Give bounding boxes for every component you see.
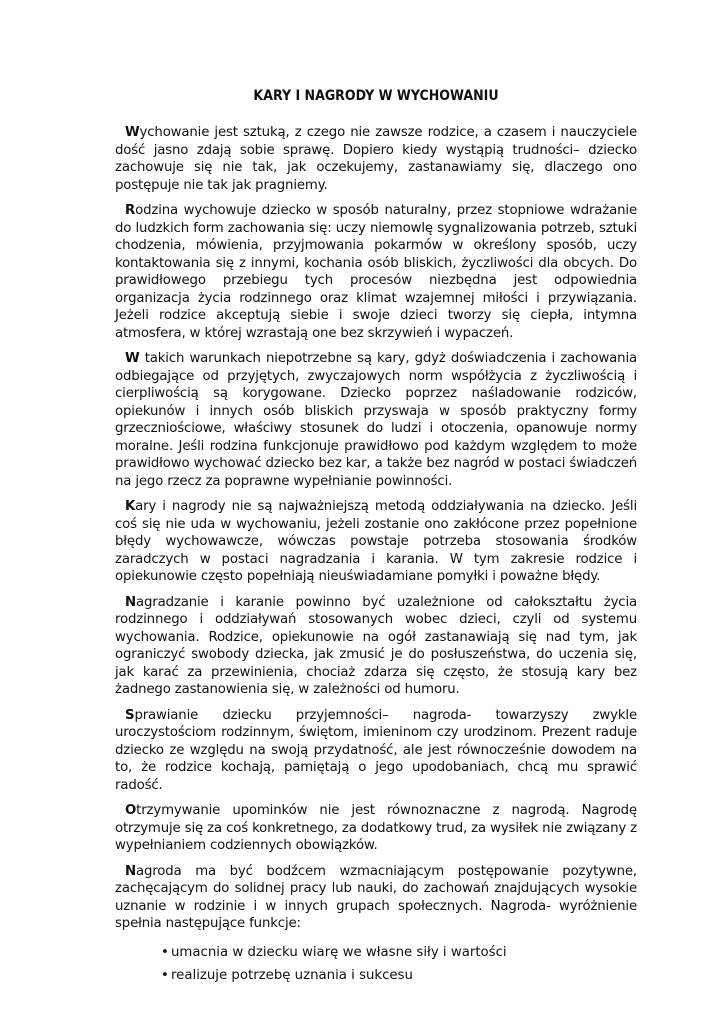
paragraph-initial: O (125, 803, 137, 818)
paragraph (115, 202, 637, 342)
list-item-text: umacnia w dziecku wiarę we własne siły i wartości (171, 944, 507, 960)
paragraph-text: odzina wychowuje dziecko w sposób naturalny, przez stopniowe wdrażanie do ludzkich form zachowania się: uczy niemowlę sygnalizowania potrzeb, sztuki chodzenia, mówienia, przyjmowania pokarmów w określony sposób, uczy kontaktowania się z innymi, kochania osób bliskich, życzliwości dla obcych. Do prawidłowego przebiegu tych procesów niezbędna jest odpowiednia organizacja życia rodzinnego oraz klimat wzajemnej miłości i przywiązania. Jeżeli rodzice akceptują siebie i swoje dzieci tworzy się ciepła, intymna atmosfera, w której wzrastają one bez skrzywień i wypaczeń. (115, 203, 637, 341)
paragraph-initial: W (125, 125, 140, 140)
paragraph-initial: S (125, 707, 135, 723)
paragraph (115, 498, 637, 586)
list-item-text: realizuje potrzebę uznania i sukcesu (171, 967, 413, 983)
document-title: KARY I NAGRODY W WYCHOWANIU (253, 88, 499, 104)
bullet-icon: • (161, 944, 169, 960)
paragraph-initial: K (125, 499, 136, 514)
paragraph (115, 802, 637, 855)
paragraph-text: takich warunkach niepotrzebne są kary, gdyż doświadczenia i zachowania odbiegające od przyjętych, zwyczajowych norm współżycia z życzliwością i cierpliwością są korygowane. Dziecko poprzez naśladowanie rodziców, opiekunów i innych osób bliskich przyswaja w sposób praktyczny formy grzeczniościowe, właściwy stosunek do ludzi i otoczenia, opanowuje normy moralne. Jeśli rodzina funkcjonuje prawidłowo pod każdym względem to może prawidłowo wychować dziecko bez kar, a także bez nagród w postaci świadczeń na jego rzecz za poprawne wypełnianie powinności. (115, 351, 637, 489)
paragraph (115, 350, 637, 490)
paragraph-text: ary i nagrody nie są najważniejszą metodą oddziaływania na dziecko. Jeśli coś się nie uda w wychowaniu, jeżeli zostanie ono zakłócone przez popełnione błędy wychowawcze, wówczas powstaje potrzeba stosowania środków zaradczych w postaci nagradzania i karania. W tym zakresie rodzice i opiekunowie często popełniają nieuświadamiane pomyłki i poważne błędy. (115, 499, 637, 584)
bullet-icon: • (161, 967, 169, 983)
list-item (161, 964, 637, 987)
paragraph-text: trzymywanie upominków nie jest równoznaczne z nagrodą. Nagrodę otrzymuje się za coś konkretnego, za dodatkowy trud, za wysiłek nie związany z wypełnianiem codziennych obowiązków. (115, 803, 637, 853)
list-item (161, 941, 637, 964)
paragraph-text: agroda ma być bodźcem wzmacniającym postępowanie pozytywne, zachęcającym do solidnej pracy lub nauki, do zachowań znajdujących wysokie uznanie w rodzinie i w innych grupach społecznych. Nagroda- wyróżnienie spełnia następujące funkcje: (115, 863, 637, 931)
paragraph-text: ychowanie jest sztuką, z czego nie zawsze rodzice, a czasem i nauczyciele dość jasno zdają sobie sprawę. Dopiero kiedy wystąpią trudności– dziecko zachowuje się nie tak, jak oczekujemy, zastanawiamy się, dlaczego ono postępuje nie tak jak pragniemy. (115, 125, 637, 193)
body-text (115, 124, 637, 933)
paragraph (115, 707, 637, 795)
paragraph (115, 863, 637, 933)
paragraph-initial: N (125, 863, 136, 879)
paragraph-text: prawianie dziecku przyjemności– nagroda- towarzyszy zwykle uroczystościom rodzinnym, świętom, imieninom czy urodzinom. Prezent raduje dziecko ze względu na swoją przydatność, ale jest równocześnie dowodem na to, że rodzice kochają, pamiętają o jego upodobaniach, chcą mu sprawić radość. (115, 707, 637, 793)
paragraph-initial: N (125, 594, 136, 610)
document-page (115, 86, 637, 987)
paragraph (115, 124, 637, 194)
paragraph-initial: W (125, 351, 140, 366)
paragraph-initial: R (125, 203, 136, 218)
paragraph-text: agradzanie i karanie powinno być uzależnione od całokształtu życia rodzinnego i oddziaływań stosowanych wobec dzieci, czyli od systemu wychowania. Rodzice, opiekunowie na ogół zastanawiają się nad tym, jak ograniczyć swobody dziecka, jak zmusić je do posłuszeństwa, do uczenia się, jak karać za przewinienia, chociaż zdarza się często, że stosują kary bez żadnego zastanowienia się, w zależności od humoru. (115, 594, 637, 697)
paragraph (115, 594, 637, 699)
function-list (115, 941, 637, 987)
